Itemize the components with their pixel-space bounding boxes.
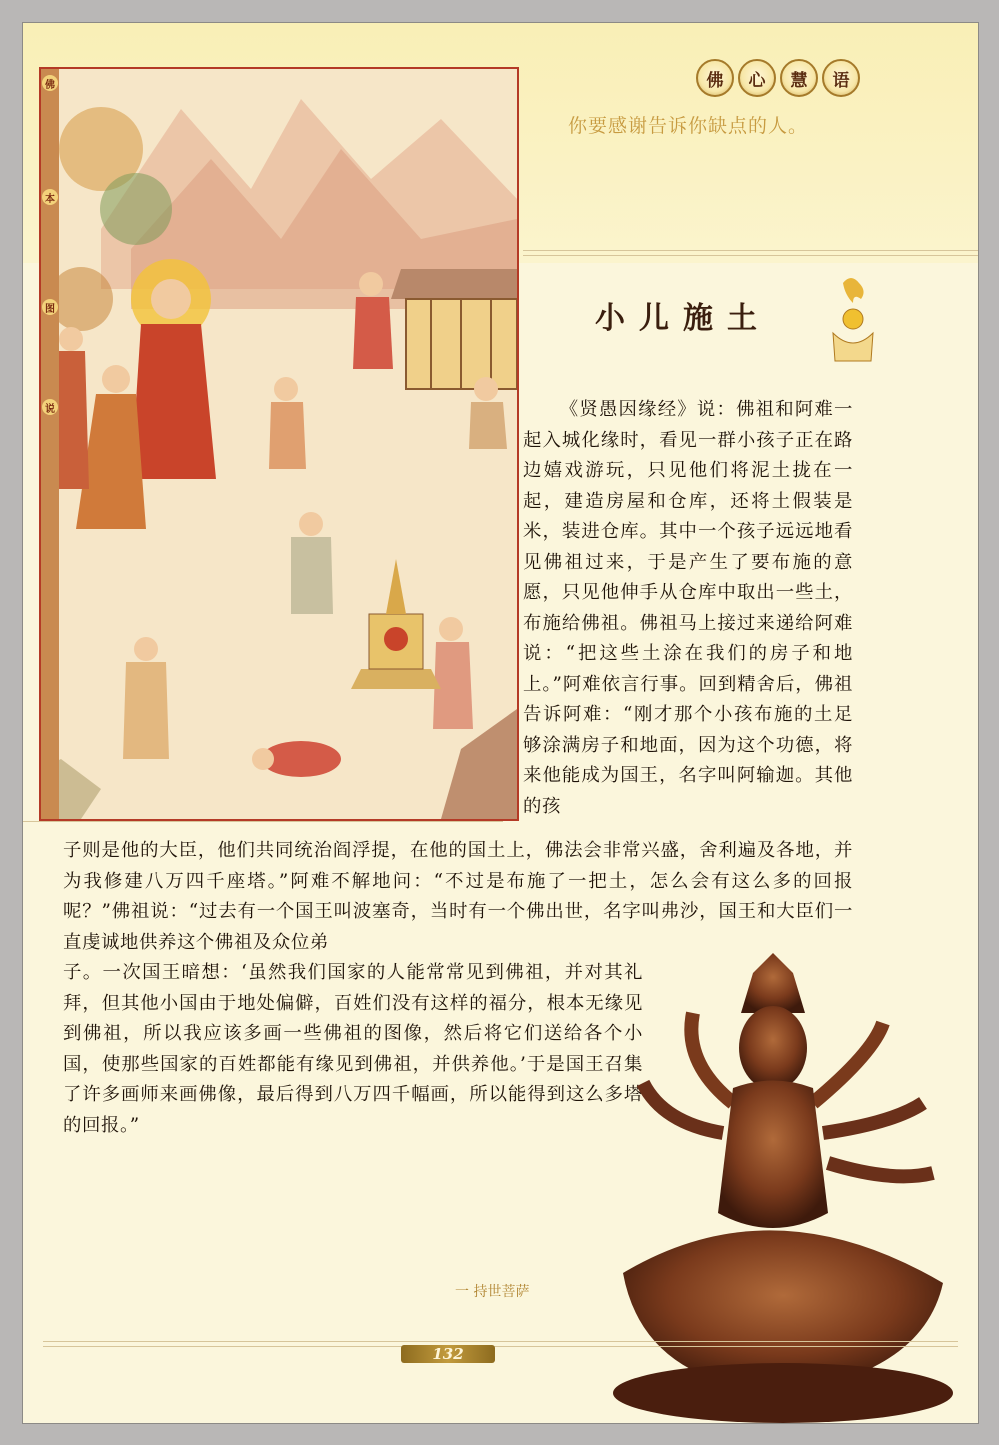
header-rule: [523, 255, 978, 256]
section-rule: [23, 821, 503, 822]
footer-rule: [43, 1341, 958, 1342]
header-badge: 语: [822, 59, 860, 97]
header-badge: 心: [738, 59, 776, 97]
side-label-char: 说: [42, 399, 58, 415]
side-label-char: 图: [42, 299, 58, 315]
article-title: 小儿施土: [595, 301, 771, 336]
header-quote: 你要感谢告诉你缺点的人。: [568, 115, 809, 137]
page-number: 132: [401, 1345, 495, 1363]
footer-rule: [43, 1346, 958, 1347]
bodhisattva-statue-image: [583, 953, 978, 1423]
book-page: [22, 22, 979, 1424]
article-paragraph: 子则是他的大臣，他们共同统治阎浮提，在他的国土上，佛法会非常兴盛，舍利遍及各地，并为我修建八万四千座塔。”阿难不解地问：“不过是布施了一把土，怎么会有这么多的回报呢？”佛祖说：“过去有一个国王叫波塞奇，当时有一个佛出世，名字叫弗沙，国王和大臣们一直虔诚地供养这个佛祖及众位弟: [63, 840, 853, 953]
illustration-side-label: [41, 69, 59, 819]
offering-hand-icon: [823, 273, 883, 363]
statue-caption: 一 持世菩萨: [455, 1284, 530, 1300]
article-paragraph: 《贤愚因缘经》说：佛祖和阿难一起入城化缘时，看见一群小孩子正在路边嬉戏游玩，只见他们将泥土拢在一起，建造房屋和仓库，还将土假装是米，装进仓库。其中一个孩子远远地看见佛祖过来，于是产生了要布施的意愿，只见他伸手从仓库中取出一些土，布施给佛祖。佛祖马上接过来递给阿难说：“把这些土涂在我们的房子和地上。”阿难依言行事。回到精舍后，佛祖告诉阿难：“刚才那个小孩布施的土足够涂满房子和地面，因为这个功德，将来他能成为国王，名字叫阿输迦。其他的孩: [523, 399, 853, 817]
header-badge: 慧: [780, 59, 818, 97]
illustration-art: [41, 69, 517, 819]
side-label-char: 佛: [42, 75, 58, 91]
article-paragraph: 子。一次国王暗想：‘虽然我们国家的人能常常见到佛祖，并对其礼拜，但其他小国由于地处偏僻，百姓们没有这样的福分，根本无缘见到佛祖，所以我应该多画一些佛祖的图像，然后将它们送给各个小国，使那些国家的百姓都能有缘见到佛祖，并供养他。’于是国王召集了许多画师来画佛像，最后得到八万四千幅画，所以能得到这么多塔的回报。”: [63, 962, 643, 1136]
header-badges: [696, 59, 860, 97]
header-badge: 佛: [696, 59, 734, 97]
side-label-char: 本: [42, 189, 58, 205]
buddha-children-illustration: [39, 67, 519, 821]
header-rule: [523, 250, 978, 251]
